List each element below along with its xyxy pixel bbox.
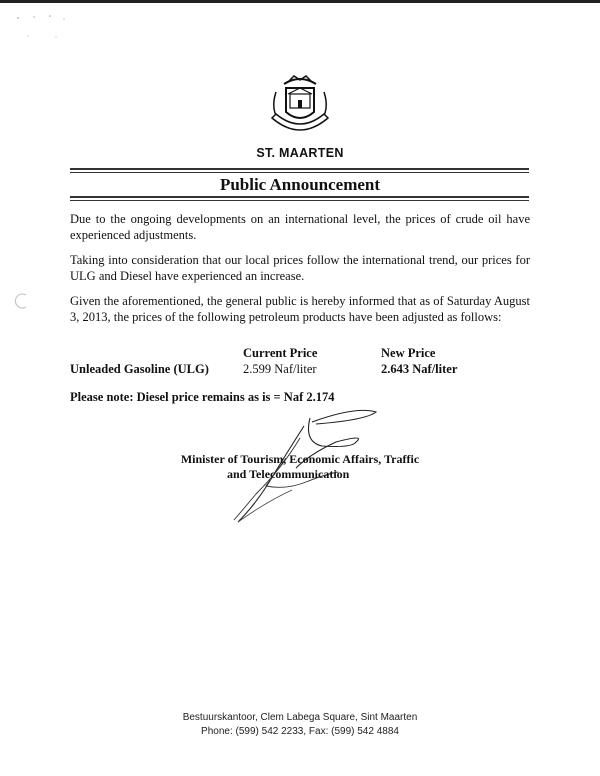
product-name: Unleaded Gasoline (ULG)	[70, 362, 209, 376]
current-price-value: 2.599 Naf/liter	[243, 362, 317, 376]
title-rule-top	[70, 168, 529, 170]
top-border-line	[0, 0, 600, 3]
new-price-value: 2.643 Naf/liter	[381, 362, 458, 376]
signatory-title-line2: and Telecommunication	[227, 467, 350, 481]
margin-mark	[14, 292, 30, 310]
coat-of-arms-seal	[258, 72, 342, 140]
diesel-note: Please note: Diesel price remains as is = Naf 2.174	[70, 390, 335, 404]
signatory-title-line1: Minister of Tourism, Economic Affairs, Traffic	[180, 452, 420, 466]
title-rule-bottom	[70, 196, 529, 198]
new-price-header: New Price	[381, 346, 436, 360]
paragraph-effective-date: Given the aforementioned, the general public is hereby informed that as of Saturday August 3, 2013, the prices of the following petroleum products have been adjusted as follows:	[70, 294, 530, 324]
title-rule-bottom-thin	[70, 200, 529, 201]
current-price-header: Current Price	[243, 346, 318, 360]
paragraph-local-prices: Taking into consideration that our local prices follow the international trend, our prices for ULG and Diesel have experienced an increase.	[70, 253, 530, 283]
paragraph-crude-oil: Due to the ongoing developments on an international level, the prices of crude oil have experienced adjustments.	[70, 212, 530, 242]
footer-contact: Phone: (599) 542 2233, Fax: (599) 542 4884	[201, 726, 399, 737]
page-title: Public Announcement	[219, 175, 381, 194]
title-rule-top-thin	[70, 172, 529, 173]
scan-specks	[14, 12, 74, 42]
footer-address: Bestuurskantoor, Clem Labega Square, Sint Maarten	[182, 712, 418, 723]
agency-name: ST. MAARTEN	[256, 146, 344, 160]
